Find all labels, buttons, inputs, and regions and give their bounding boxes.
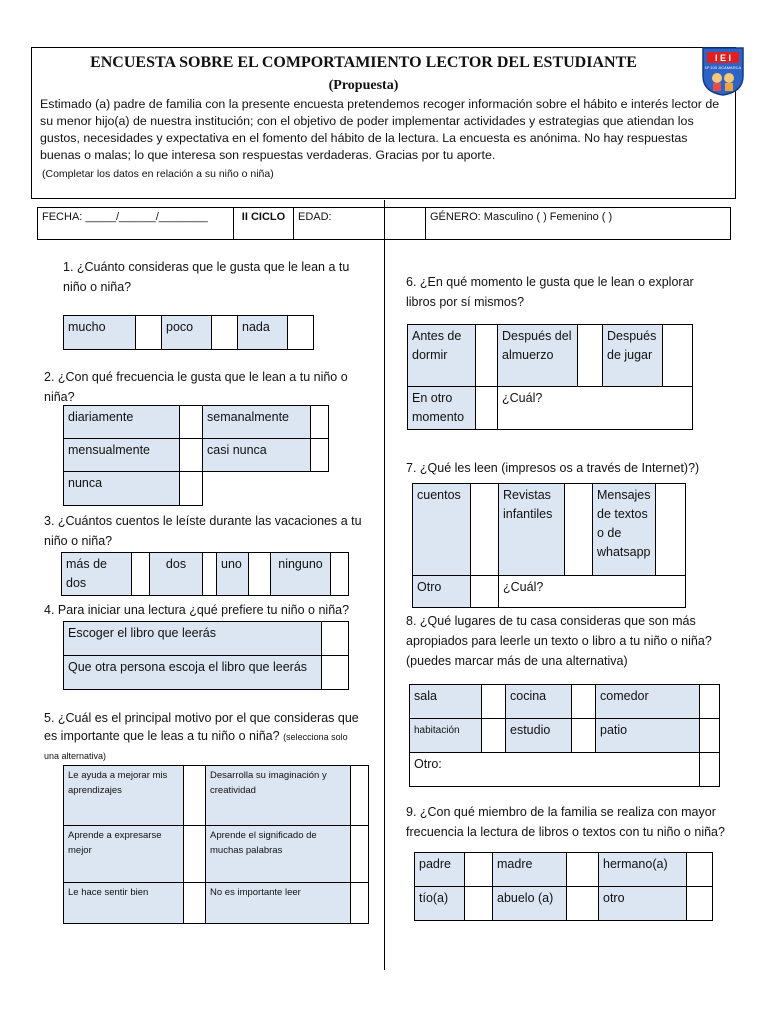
q5-options xyxy=(63,765,369,924)
q7-text: 7. ¿Qué les leen (impresos os a través de Internet)?) xyxy=(406,461,700,475)
q2-checkbox[interactable] xyxy=(180,472,203,506)
survey-subtitle: (Propuesta) xyxy=(328,78,399,93)
q8-other-field[interactable]: Otro: xyxy=(410,753,700,787)
q1-checkbox[interactable] xyxy=(212,316,238,350)
q8-options xyxy=(409,684,720,787)
q5-option-label: Aprende a expresarse mejor xyxy=(64,826,184,883)
q5-checkbox[interactable] xyxy=(351,883,369,924)
q5-option-label: No es importante leer xyxy=(206,883,351,924)
q7-option-label: Revistas infantiles xyxy=(499,484,565,576)
q5-checkbox[interactable] xyxy=(184,766,206,826)
q5-option-label: Desarrolla su imaginación y creatividad xyxy=(206,766,351,826)
q5-question: 5. ¿Cuál es el principal motivo por el que consideras que es importante que le leas a tu niño o niña? xyxy=(44,711,359,743)
q3-option-label: dos xyxy=(150,553,203,596)
ciclo-label: II CICLO xyxy=(234,208,294,239)
q7-option-label: Mensajes de textos o de whatsapp xyxy=(593,484,656,576)
q8-option-label: sala xyxy=(410,685,482,719)
q9-option-label: madre xyxy=(493,853,567,887)
q3-text: 3. ¿Cuántos cuentos le leíste durante las vacaciones a tu niño o niña? xyxy=(44,514,362,548)
q3-option-label: ninguno xyxy=(271,553,331,596)
q9-checkbox[interactable] xyxy=(465,887,493,921)
q2-option-label: mensualmente xyxy=(64,439,180,472)
school-logo xyxy=(701,46,745,96)
q2-empty-cell xyxy=(311,472,329,506)
column-divider xyxy=(384,200,385,970)
q5-note: (selecciona solo una alternativa) xyxy=(44,732,348,761)
q8-text: 8. ¿Qué lugares de tu casa consideras que son más apropiados para leerle un texto o libro a tu niño o niña? (puedes marcar más de una alternativa) xyxy=(406,614,712,668)
q6-option-label: En otro momento xyxy=(408,387,476,430)
q6-checkbox[interactable] xyxy=(663,325,693,387)
q7-checkbox[interactable] xyxy=(471,484,499,576)
q9-option-label: hermano(a) xyxy=(599,853,687,887)
q3-options xyxy=(61,552,349,596)
q8-option-label: patio xyxy=(596,719,700,753)
q9-option-label: padre xyxy=(415,853,465,887)
q1-text: 1. ¿Cuánto consideras que le gusta que le lean a tu niño o niña? xyxy=(63,260,350,294)
q3-option-label: uno xyxy=(217,553,249,596)
q8-checkbox[interactable] xyxy=(700,719,720,753)
q6-option-label: Antes de dormir xyxy=(408,325,476,387)
q3-checkbox[interactable] xyxy=(203,553,217,596)
q6-options xyxy=(407,324,693,430)
q9-checkbox[interactable] xyxy=(567,887,599,921)
q9-option-label: tío(a) xyxy=(415,887,465,921)
q1-option-label: mucho xyxy=(64,316,136,350)
q4-text: 4. Para iniciar una lectura ¿qué prefiere tu niño o niña? xyxy=(44,603,350,617)
q4-checkbox[interactable] xyxy=(322,622,349,656)
q7-option-label: cuentos xyxy=(413,484,471,576)
survey-title: ENCUESTA SOBRE EL COMPORTAMIENTO LECTOR DEL ESTUDIANTE xyxy=(90,54,637,71)
q2-checkbox[interactable] xyxy=(180,439,203,472)
q9-option-label: otro xyxy=(599,887,687,921)
q5-checkbox[interactable] xyxy=(184,826,206,883)
q7-other-field[interactable]: ¿Cuál? xyxy=(499,576,686,608)
q2-option-label: semanalmente xyxy=(203,406,311,439)
q1-option-label: nada xyxy=(238,316,288,350)
q2-options xyxy=(63,405,329,506)
q8-option-label: estudio xyxy=(506,719,572,753)
survey-header xyxy=(31,47,736,199)
q7-checkbox[interactable] xyxy=(565,484,593,576)
q5-checkbox[interactable] xyxy=(184,883,206,924)
survey-intro: Estimado (a) padre de familia con la presente encuesta pretendemos recoger información sobre el hábito e interés lector de su menor hijo(a) de nuestra institución; con el objetivo de poder implementar actividades y estrategias que atiendan los gustos, necesidades y expectativa en el fomento del hábito de la lectura. La encuesta es anónima. No hay respuestas buenas o malas; lo que interesa son respuestas verdaderas. Gracias por tu aporte. xyxy=(40,97,720,162)
q5-option-label: Le hace sentir bien xyxy=(64,883,184,924)
edad-field[interactable]: EDAD: xyxy=(294,208,426,239)
q7-checkbox[interactable] xyxy=(655,484,685,576)
q9-checkbox[interactable] xyxy=(567,853,599,887)
q9-options xyxy=(414,852,713,921)
q9-text: 9. ¿Con qué miembro de la familia se realiza con mayor frecuencia la lectura de libros o textos con tu niño o niña? xyxy=(406,805,725,839)
q9-checkbox[interactable] xyxy=(687,853,713,887)
q5-checkbox[interactable] xyxy=(351,766,369,826)
q2-option-label: casi nunca xyxy=(203,439,311,472)
q6-checkbox[interactable] xyxy=(476,387,498,430)
q8-option-label: cocina xyxy=(506,685,572,719)
q1-checkbox[interactable] xyxy=(136,316,162,350)
q5-checkbox[interactable] xyxy=(351,826,369,883)
q1-option-label: poco xyxy=(162,316,212,350)
q4-checkbox[interactable] xyxy=(322,656,349,690)
q6-checkbox[interactable] xyxy=(578,325,603,387)
q4-option-label: Que otra persona escoja el libro que leerás xyxy=(64,656,322,690)
q4-option-label: Escoger el libro que leerás xyxy=(64,622,322,656)
q7-option-label: Otro xyxy=(413,576,471,608)
q3-checkbox[interactable] xyxy=(132,553,150,596)
q6-other-field[interactable]: ¿Cuál? xyxy=(498,387,693,430)
q6-checkbox[interactable] xyxy=(476,325,498,387)
q8-checkbox[interactable] xyxy=(700,753,720,787)
q9-checkbox[interactable] xyxy=(465,853,493,887)
q8-option-label: comedor xyxy=(596,685,700,719)
q3-checkbox[interactable] xyxy=(249,553,271,596)
q8-checkbox[interactable] xyxy=(482,685,506,719)
q2-option-label: diariamente xyxy=(64,406,180,439)
genero-field[interactable]: GÉNERO: Masculino ( ) Femenino ( ) xyxy=(430,211,613,223)
q5-text xyxy=(44,709,364,765)
q8-checkbox[interactable] xyxy=(700,685,720,719)
q6-option-label: Después de jugar xyxy=(603,325,663,387)
q1-options xyxy=(63,315,314,350)
q2-text: 2. ¿Con qué frecuencia le gusta que le lean a tu niño o niña? xyxy=(44,370,348,404)
q8-option-label: habitación xyxy=(410,719,482,753)
q6-option-label: Después del almuerzo xyxy=(498,325,578,387)
q5-option-label: Le ayuda a mejorar mis aprendizajes xyxy=(64,766,184,826)
q3-option-label: más de dos xyxy=(62,553,132,596)
q2-checkbox[interactable] xyxy=(311,439,329,472)
q9-checkbox[interactable] xyxy=(687,887,713,921)
q7-options xyxy=(412,483,686,608)
q1-checkbox[interactable] xyxy=(288,316,314,350)
q2-checkbox[interactable] xyxy=(311,406,329,439)
q2-empty-cell xyxy=(203,472,311,506)
q2-option-label: nunca xyxy=(64,472,180,506)
q5-option-label: Aprende el significado de muchas palabras xyxy=(206,826,351,883)
q4-options xyxy=(63,621,349,690)
q6-text: 6. ¿En qué momento le gusta que le lean o explorar libros por sí mismos? xyxy=(406,275,694,309)
q8-checkbox[interactable] xyxy=(572,685,596,719)
q3-checkbox[interactable] xyxy=(331,553,349,596)
q2-checkbox[interactable] xyxy=(180,406,203,439)
fecha-field[interactable]: FECHA: _____/______/________ xyxy=(38,208,234,239)
logo-text: I E I xyxy=(714,53,732,63)
q7-checkbox[interactable] xyxy=(471,576,499,608)
logo-subtext: Nº 100 JICAMARCA xyxy=(704,65,742,70)
q8-checkbox[interactable] xyxy=(482,719,506,753)
q8-checkbox[interactable] xyxy=(572,719,596,753)
survey-note: (Completar los datos en relación a su niño o niña) xyxy=(42,168,274,180)
q9-option-label: abuelo (a) xyxy=(493,887,567,921)
